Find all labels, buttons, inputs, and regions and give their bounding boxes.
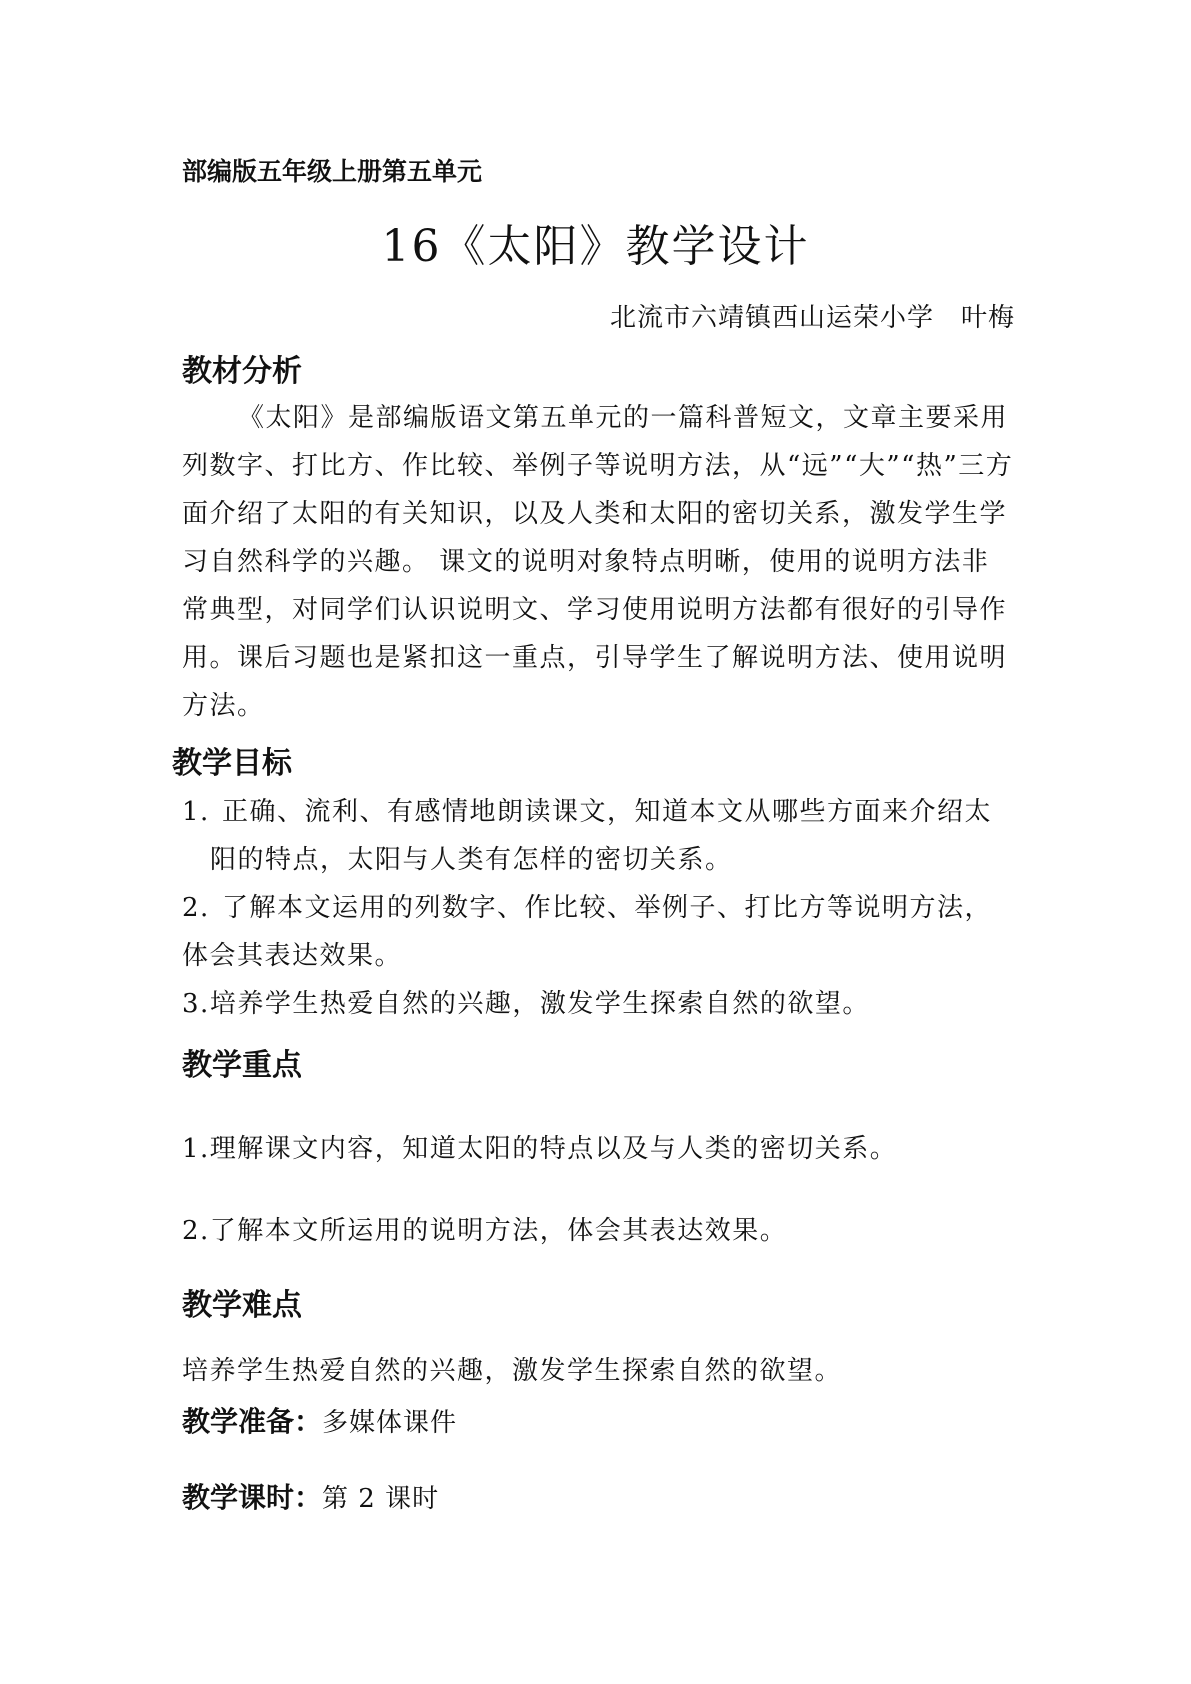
objective-number: 3. [182, 989, 210, 1019]
objective-item [182, 980, 1014, 1028]
key-point-item: 1.理解课文内容，知道太阳的特点以及与人类的密切关系。 [182, 1134, 898, 1164]
key-point-item: 2.了解本文所运用的说明方法，体会其表达效果。 [182, 1216, 788, 1246]
periods-label: 教学课时： [182, 1481, 323, 1514]
material-analysis-paragraph [182, 394, 1014, 730]
objective-number: 2. [182, 893, 210, 923]
objective-item-continued: 体会其表达效果。 [182, 941, 403, 971]
objectives-list [182, 788, 1014, 1028]
heading-difficulties: 教学难点 [182, 1288, 302, 1323]
objective-item [182, 884, 1014, 932]
objective-number: 1. [182, 797, 210, 827]
heading-objectives: 教学目标 [172, 746, 292, 781]
heading-material-analysis: 教材分析 [182, 354, 302, 389]
preparation-value: 多媒体课件 [322, 1408, 458, 1438]
objective-text: 培养学生热爱自然的兴趣，激发学生探索自然的欲望。 [209, 989, 870, 1019]
heading-key-points: 教学重点 [182, 1048, 302, 1083]
periods-row [182, 1476, 439, 1516]
material-analysis-text: 《太阳》是部编版语文第五单元的一篇科普短文，文章主要采用列数字、打比方、作比较、举例子等说明方法，从“远”“大”“热”三方面介绍了太阳的有关知识，以及人类和太阳的密切关系，激发学生学习自然科学的兴趣。 课文的说明对象特点明晰，使用的说明方法非常典型，对同学们认识说明文、学习使用说明方法都有很好的引导作用。课后习题也是紧扣这一重点，引导学生了解说明方法、使用说明方法。 [182, 403, 1014, 721]
preparation-row [182, 1400, 457, 1440]
author-line: 北流市六靖镇西山运荣小学 叶梅 [609, 303, 1015, 333]
difficulties-text: 培养学生热爱自然的兴趣，激发学生探索自然的欲望。 [182, 1356, 843, 1386]
periods-value: 第 2 课时 [322, 1484, 440, 1514]
objective-item [182, 788, 1014, 836]
preparation-label: 教学准备： [182, 1405, 323, 1438]
objective-item-continued: 阳的特点，太阳与人类有怎样的密切关系。 [210, 845, 733, 875]
objective-text: 了解本文运用的列数字、作比较、举例子、打比方等说明方法， [222, 893, 993, 923]
unit-label: 部编版五年级上册第五单元 [182, 157, 483, 186]
objective-text: 正确、流利、有感情地朗读课文，知道本文从哪些方面来介绍太 [222, 797, 993, 827]
document-title: 16《太阳》教学设计 [381, 221, 810, 272]
